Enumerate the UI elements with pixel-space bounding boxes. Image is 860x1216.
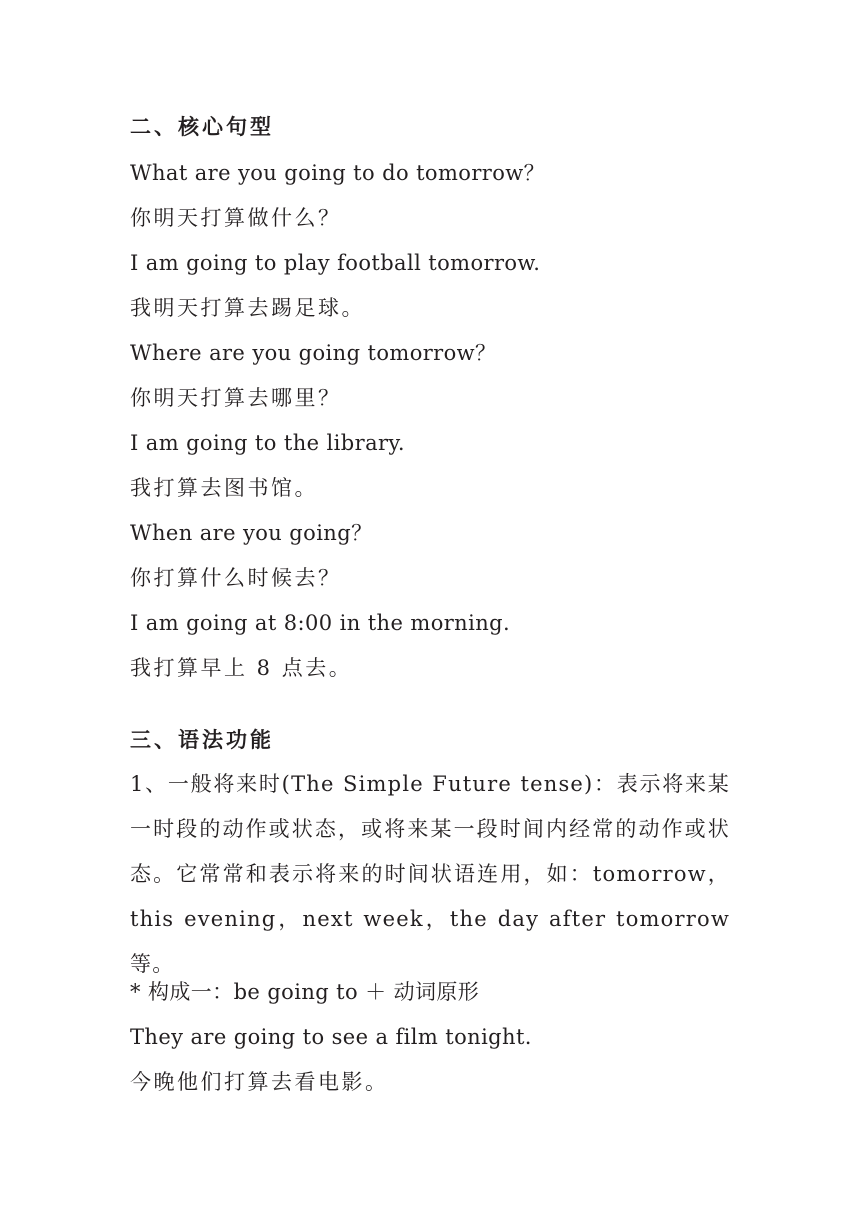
sentence-zh-1: 你明天打算做什么？ (130, 206, 342, 230)
sentence-en-3: Where are you going tomorrow？ (130, 341, 497, 365)
example-zh: 今晚他们打算去看电影。 (130, 1070, 389, 1094)
sentence-en-5: When are you going？ (130, 521, 373, 545)
section-heading-grammar: 三、语法功能 (130, 728, 274, 752)
sentence-zh-2: 我明天打算去踢足球。 (130, 296, 365, 320)
sentence-en-4: I am going to the library. (130, 431, 405, 455)
sentence-zh-3: 你明天打算去哪里？ (130, 386, 342, 410)
sentence-zh-4: 我打算去图书馆。 (130, 476, 318, 500)
sentence-zh-5: 你打算什么时候去？ (130, 566, 342, 590)
section-heading-core-sentences: 二、核心句型 (130, 115, 274, 139)
grammar-paragraph: 1、一般将来时(The Simple Future tense)：表示将来某一时段的动作或状态，或将来某一段时间内经常的动作或状态。它常常和表示将来的时间状语连用，如：tomorrow，this evening，next week，the day after tomorrow 等。 (130, 772, 730, 976)
sentence-zh-6: 我打算早上 8 点去。 (130, 656, 353, 680)
sentence-en-2: I am going to play football tomorrow. (130, 251, 541, 275)
sentence-en-1: What are you going to do tomorrow？ (130, 161, 546, 185)
example-en: They are going to see a film tonight. (130, 1025, 532, 1049)
sentence-en-6: I am going at 8:00 in the morning. (130, 611, 511, 635)
structure-line: * 构成一：be going to ＋ 动词原形 (130, 980, 480, 1004)
